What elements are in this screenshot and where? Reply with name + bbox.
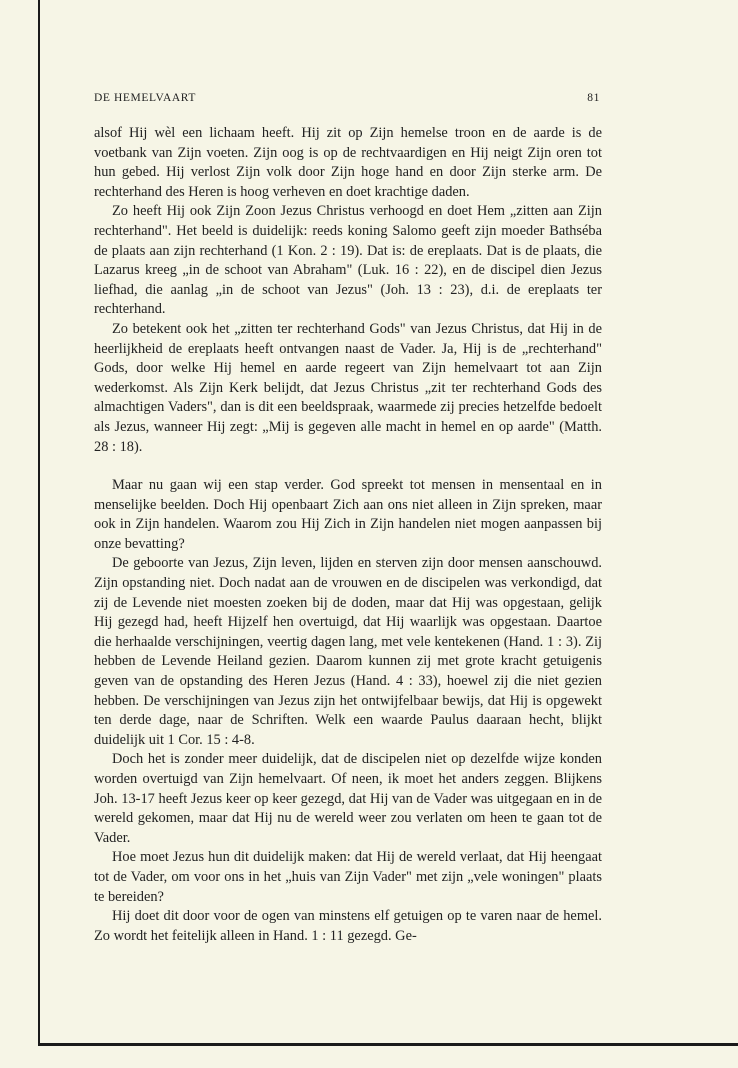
paragraph-2: Zo heeft Hij ook Zijn Zoon Jezus Christus verhoogd en doet Hem „zitten aan Zijn rechterhand". Het beeld is duidelijk: reeds koning Salomo geeft zijn moeder Bathséba de plaats aan zijn rechterhand (1 Kon. 2 : 19). Dat is: de ereplaats. Dat is de plaats, die Lazarus kreeg „in de schoot van Abraham" (Luk. 16 : 22), en de discipel dien Jezus liefhad, die aanlag „in de schoot van Jezus" (Joh. 13 : 23), d.i. de ereplaats ter rechterhand. [94,203,602,318]
paragraph-1: alsof Hij wèl een lichaam heeft. Hij zit op Zijn hemelse troon en de aarde is de voetbank van Zijn voeten. Zijn oog is op de rechtvaardigen en Hij neigt Zijn oren tot hun gebed. Hij verlost Zijn volk door Zijn hoge hand en door Zijn sterke arm. De rechterhand des Heren is hoog verheven en doet krachtige daden. [94,125,602,200]
left-margin-rule [38,0,40,1045]
chapter-title: DE HEMELVAART [94,92,196,104]
paragraph-8: Hij doet dit door voor de ogen van minstens elf getuigen op te varen naar de hemel. Zo wordt het feitelijk alleen in Hand. 1 : 11 gezegd. Ge- [94,908,602,944]
page-number: 81 [587,92,600,104]
paragraph-4: Maar nu gaan wij een stap verder. God spreekt tot mensen in mensentaal en in menselijke beelden. Doch Hij openbaart Zich aan ons niet alleen in Zijn spreken, maar ook in Zijn handelen. Waarom zou Hij Zich in Zijn handelen niet mogen aanpassen bij onze bevatting? [94,477,602,552]
paragraph-5: De geboorte van Jezus, Zijn leven, lijden en sterven zijn door mensen aanschouwd. Zijn opstanding niet. Doch nadat aan de vrouwen en de discipelen was verkondigd, dat zij de Levende niet moesten zoeken bij de doden, maar dat Hij was opgestaan, gelijk Hij gezegd had, heeft Hijzelf hen overtuigd, dat Hij waarlijk was opgestaan. Daartoe die herhaalde verschijningen, veertig dagen lang, met vele kentekenen (Hand. 1 : 3). Zij hebben de Levende Heiland gezien. Daarom kunnen zij met grote kracht getuigenis geven van de opstanding des Heren Jezus (Hand. 4 : 33), hoewel zij die niet gezien hebben. De verschijningen van Jezus zijn het ontwijfelbaar bewijs, dat Hij is opgewekt ten derde dage, naar de Schriften. Welk een waarde Paulus daaraan hecht, blijkt duidelijk uit 1 Cor. 15 : 4-8. [94,555,602,748]
bottom-rule [38,1043,738,1046]
running-header [94,92,600,108]
paragraph-6: Doch het is zonder meer duidelijk, dat de discipelen niet op dezelfde wijze konden worden overtuigd van Zijn hemelvaart. Of neen, ik moet het anders zeggen. Blijkens Joh. 13-17 heeft Jezus keer op keer gezegd, dat Hij van de Vader was uitgegaan en in de wereld gekomen, maar dat Hij nu de wereld weer zou verlaten om heen te gaan tot de Vader. [94,751,602,846]
body-text [94,124,602,946]
paragraph-7: Hoe moet Jezus hun dit duidelijk maken: dat Hij de wereld verlaat, dat Hij heengaat tot de Vader, om voor ons in het „huis van Zijn Vader" met zijn „vele woningen" plaats te bereiden? [94,849,602,905]
paragraph-3: Zo betekent ook het „zitten ter rechterhand Gods" van Jezus Christus, dat Hij in de heerlijkheid de ereplaats heeft ontvangen naast de Vader. Ja, Hij is de „rechterhand" Gods, door welke Hij hemel en aarde regeert van Zijn hemelvaart tot aan Zijn wederkomst. Als Zijn Kerk belijdt, dat Jezus Christus „zit ter rechterhand Gods des almachtigen Vaders", dan is dit een beeldspraak, waarmede zij precies hetzelfde bedoelt als Jezus, wanneer Hij zegt: „Mij is gegeven alle macht in hemel en op aarde" (Matth. 28 : 18). [94,320,602,455]
